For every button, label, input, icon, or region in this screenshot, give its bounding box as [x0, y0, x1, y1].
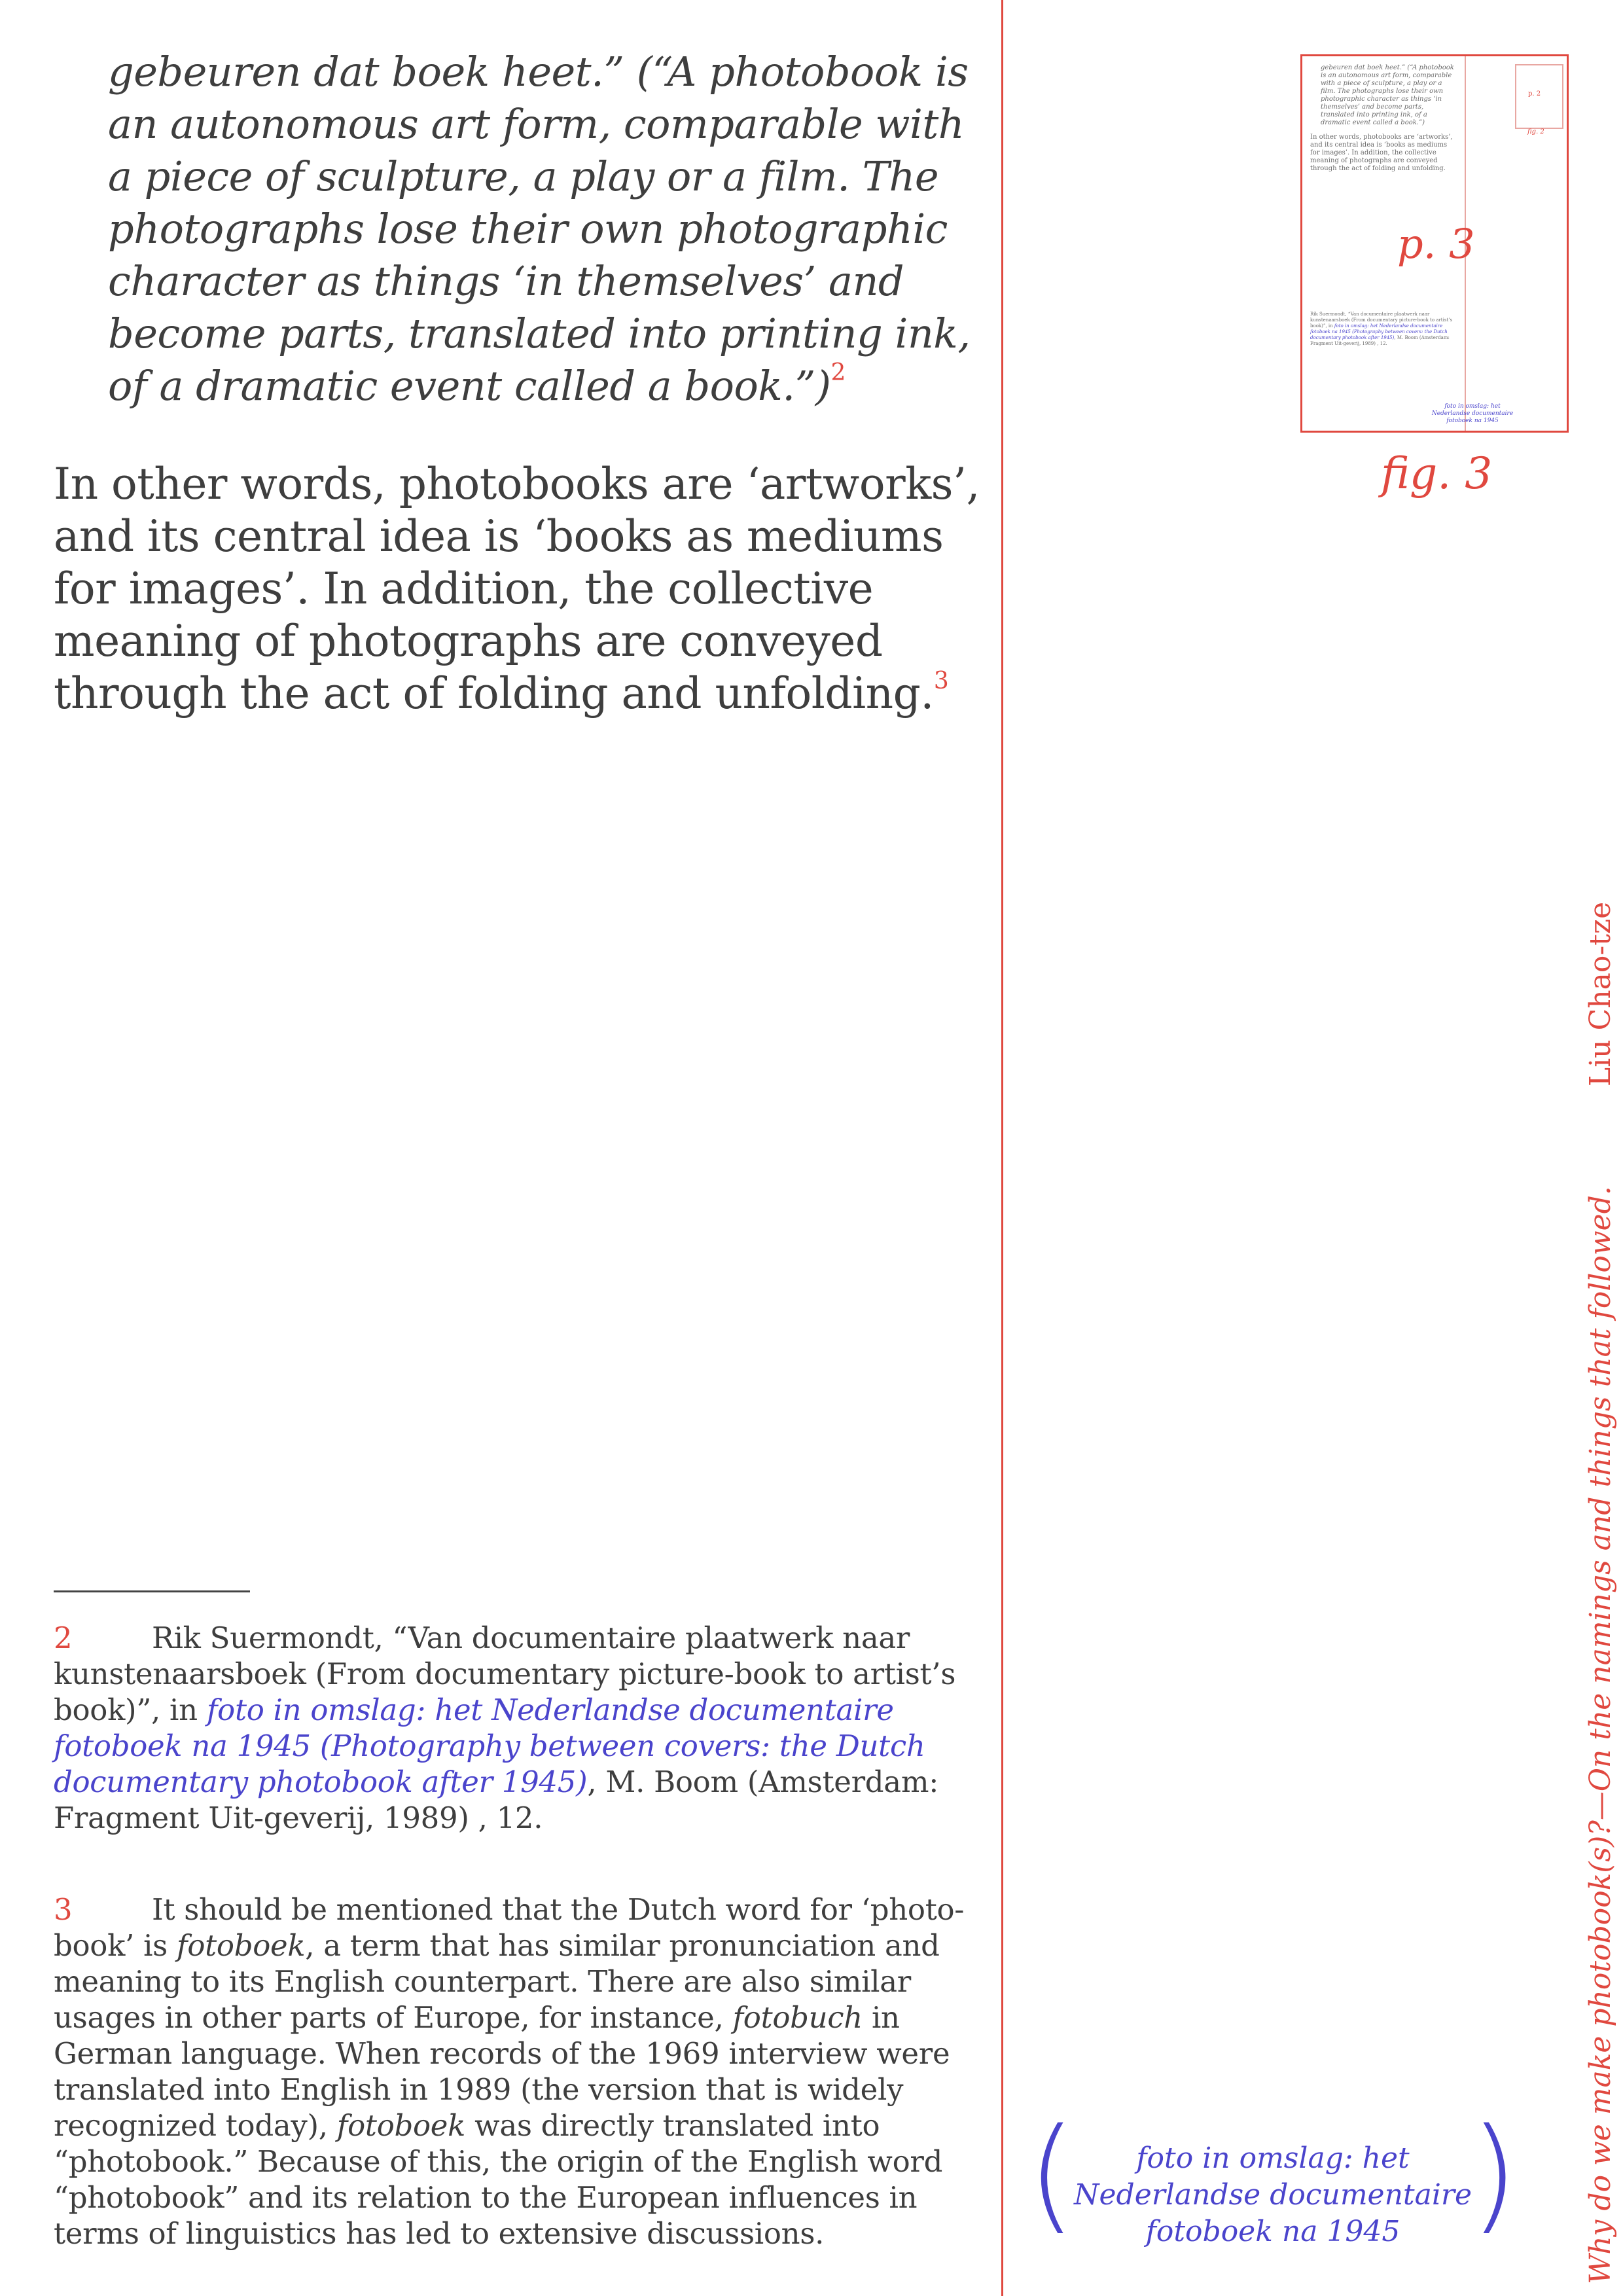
bottom-caption [1027, 2102, 1518, 2259]
footnote-text: It should be mentioned that the Dutch word for ‘photo-book’ is [54, 1892, 965, 1963]
thumbnail-running-title: Why do we make photobook(s)?—On the namings and things that followed. [1567, 198, 1569, 423]
body-paragraph [54, 458, 996, 720]
right-parenthesis-icon: ) [1469, 2102, 1518, 2246]
quote-text: gebeuren dat boek heet.” (“A photobook is an autonomous art form, comparable with a piece of sculpture, a play or a film. The photographs lose their own photographic character as things ‘in themselves’ and become parts, translated into printing ink, of a dramatic event called a book.”) [108, 48, 971, 410]
footnote-text: , a term that has similar pronunciation and meaning to its English counterpart. There are also similar usages in other parts of Europe, for instance, [54, 1928, 940, 2035]
left-parenthesis-icon: ( [1027, 2102, 1077, 2246]
footnote-text: Rik Suermondt, “Van documentaire plaatwerk naar kunstenaarsboek (From documentary picture-book to artist’s book)”, in [54, 1621, 956, 1727]
footnote-term: fotoboek [176, 1928, 306, 1963]
footnote-text: , M. Boom (Amsterdam: Fragment Uit-geverij, 1989) , 12. [54, 1765, 939, 1835]
footnote-number: 2 [54, 1621, 73, 1655]
footnote-text: in German language. When records of the 1969 interview were translated into English in 1989 (the version that is widely recognized today), [54, 2000, 950, 2143]
footnote-ref-3[interactable]: 3 [933, 668, 949, 694]
footnote-term: fotobuch [732, 2000, 863, 2035]
thumbnail-footnotes [1310, 312, 1457, 347]
footnote-term: fotoboek [336, 2108, 466, 2143]
main-quote [108, 46, 985, 412]
thumbnail-footer: foto in omslag: het Nederlandse documentaire fotoboek na 1945 [1431, 403, 1514, 424]
thumbnail-page-label: p. 3 [1397, 220, 1475, 268]
footnote-2 [54, 1620, 983, 1836]
figure-caption: fig. 3 [1381, 448, 1493, 499]
footnote-book-title[interactable]: foto in omslag: het Nederlandse documentaire fotoboek na 1945 (Photography between covers: the Dutch documentary photobook after 1945) [54, 1693, 925, 1799]
page-thumbnail[interactable] [1300, 54, 1569, 433]
thumbnail-author: Liu Chao-tze [1567, 254, 1569, 292]
footnote-number: 3 [54, 1892, 73, 1927]
thumbnail-paragraph: In other words, photobooks are ‘artworks’, and its central idea is ‘books as mediums for images’. In addition, the collective meaning of photographs are conveyed through the act of folding and unfolding. [1310, 134, 1453, 172]
thumbnail-quote: gebeuren dat boek heet.” (“A photobook is an autonomous art form, comparable with a piece of sculpture, a play or a film. The photographs lose their own photographic character as things ‘in themselves’ and become parts, translated into printing ink, of a dramatic event called a book.”) [1321, 64, 1454, 126]
thumbnail-box-label: p. 2 [1528, 90, 1541, 98]
thumbnail-footnote-2-end: , M. Boom (Amsterdam: Fragment Uit-geverij, 1989) , 12. [1310, 335, 1450, 346]
thumbnail-footnote-title: foto in omslag: het Nederlandse documentaire fotoboek na 1945 (Photography between covers: the Dutch documentary photobook after 1945) [1310, 323, 1448, 340]
footnote-3 [54, 1892, 983, 2251]
column-divider [1001, 0, 1003, 2296]
thumbnail-footnote-2: Rik Suermondt, “Van documentaire plaatwerk naar kunstenaarsboek (From documentary picture-book to artist’s book)”, in [1310, 312, 1453, 329]
bottom-caption-text: foto in omslag: het Nederlandse documentaire fotoboek na 1945 [1074, 2142, 1472, 2248]
author-name: Liu Chao-tze [1584, 901, 1617, 1086]
footnote-rule [54, 1590, 250, 1592]
thumbnail-figure-box [1515, 64, 1563, 129]
footnote-text: was directly translated into “photobook.” Because of this, the origin of the English word “photobook” and its relation to the European influences in terms of linguistics has led to extensive discussions. [54, 2108, 943, 2251]
footnote-ref-2[interactable]: 2 [830, 359, 846, 386]
thumbnail-side-label: fig. 2 [1527, 128, 1544, 135]
running-title: Why do we make photobook(s)?—On the namings and things that followed. [1584, 1186, 1617, 2284]
paragraph-text: In other words, photobooks are ‘artworks’, and its central idea is ‘books as mediums for images’. In addition, the collective meaning of photographs are conveyed through the act of folding and unfolding. [54, 459, 980, 719]
